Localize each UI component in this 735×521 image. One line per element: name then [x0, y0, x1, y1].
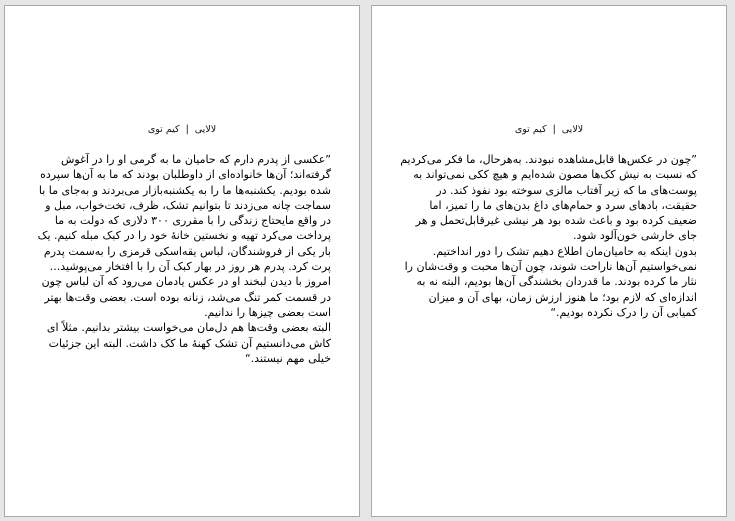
- page-body: [32, 152, 331, 366]
- paragraph: بدون اینکه به حامیان‌مان اطلاع دهیم تشک را دور انداختیم. نمی‌خواستیم آن‌ها ناراحت شوند، چون آن‌ها محبت و وقت‌شان را نثار ما کرده بودند. ما قدردان بخشندگی آن‌ها بودیم، البته نه به اندازه‌ای که لازم بود؛ ما هنوز ارزش زمان، بهای آن و میزان کمیابی آن را درک نکرده بودیم.“: [404, 244, 697, 319]
- author-name: کیم توی: [514, 124, 547, 135]
- header-separator: |: [185, 124, 189, 135]
- author-name: کیم توی: [147, 124, 180, 135]
- running-header: [5, 124, 359, 135]
- paragraph: ”چون در عکس‌ها قابل‌مشاهده نبودند. به‌هرحال، ما فکر می‌کردیم که نسبت به نیش کک‌ها مصون شده‌ایم و هیچ ککی نمی‌تواند به پوست‌های ما که زیر آفتاب مالزی سوخته بود نفوذ کند. در حقیقت، بادهای سرد و حمام‌های داغ بدن‌های ما را تمیز، اما ضعیف کرده بود و باعث شده بود هر نیشی غیرقابل‌تحمل و هر جای خارشی خون‌آلود شود.: [400, 153, 697, 243]
- paragraph: البته بعضی وقت‌ها هم دل‌مان می‌خواست بیشتر بدانیم. مثلاً ای کاش می‌دانستیم آن تشک کهنهٔ ما کک داشت. البته این جزئیات خیلی مهم نیستند.“: [46, 321, 331, 365]
- running-header: [372, 124, 726, 135]
- left-page: [4, 5, 360, 517]
- header-separator: |: [552, 124, 556, 135]
- right-page: [371, 5, 727, 517]
- book-title: لالایی: [194, 124, 217, 135]
- page-body: [398, 152, 697, 320]
- book-title: لالایی: [561, 124, 584, 135]
- paragraph: ”عکسی از پدرم دارم که حامیان ما به گرمی او را در آغوش گرفته‌اند؛ آن‌ها خانواده‌ای از داوطلبان بودند که ما به آن‌ها سپرده شده بودیم. یکشنبه‌ها ما را به یکشنبه‌بازار می‌بردند و به‌جای ما با سماجت چانه می‌زدند تا بتوانیم تشک، ظرف، تخت‌خواب، مبل و در واقع مایحتاج زندگی را با مقرری ۳۰۰ دلاری که دولت به ما پرداخت می‌کرد تهیه و نخستین خانهٔ خود را در کبک مبله کنیم. یک بار یکی از فروشندگان، لباس یقه‌اسکی قرمزی را به‌سمت پدرم پرت کرد. پدرم هر روز در بهار کبک آن را با افتخار می‌پوشید... امروز با دیدن لبخند او در عکس یادمان می‌رود که آن لباس چون در قسمت کمر تنگ می‌شد، زنانه بوده است. بعضی وقت‌ها بهتر است بعضی چیزها را ندانیم.: [37, 153, 331, 319]
